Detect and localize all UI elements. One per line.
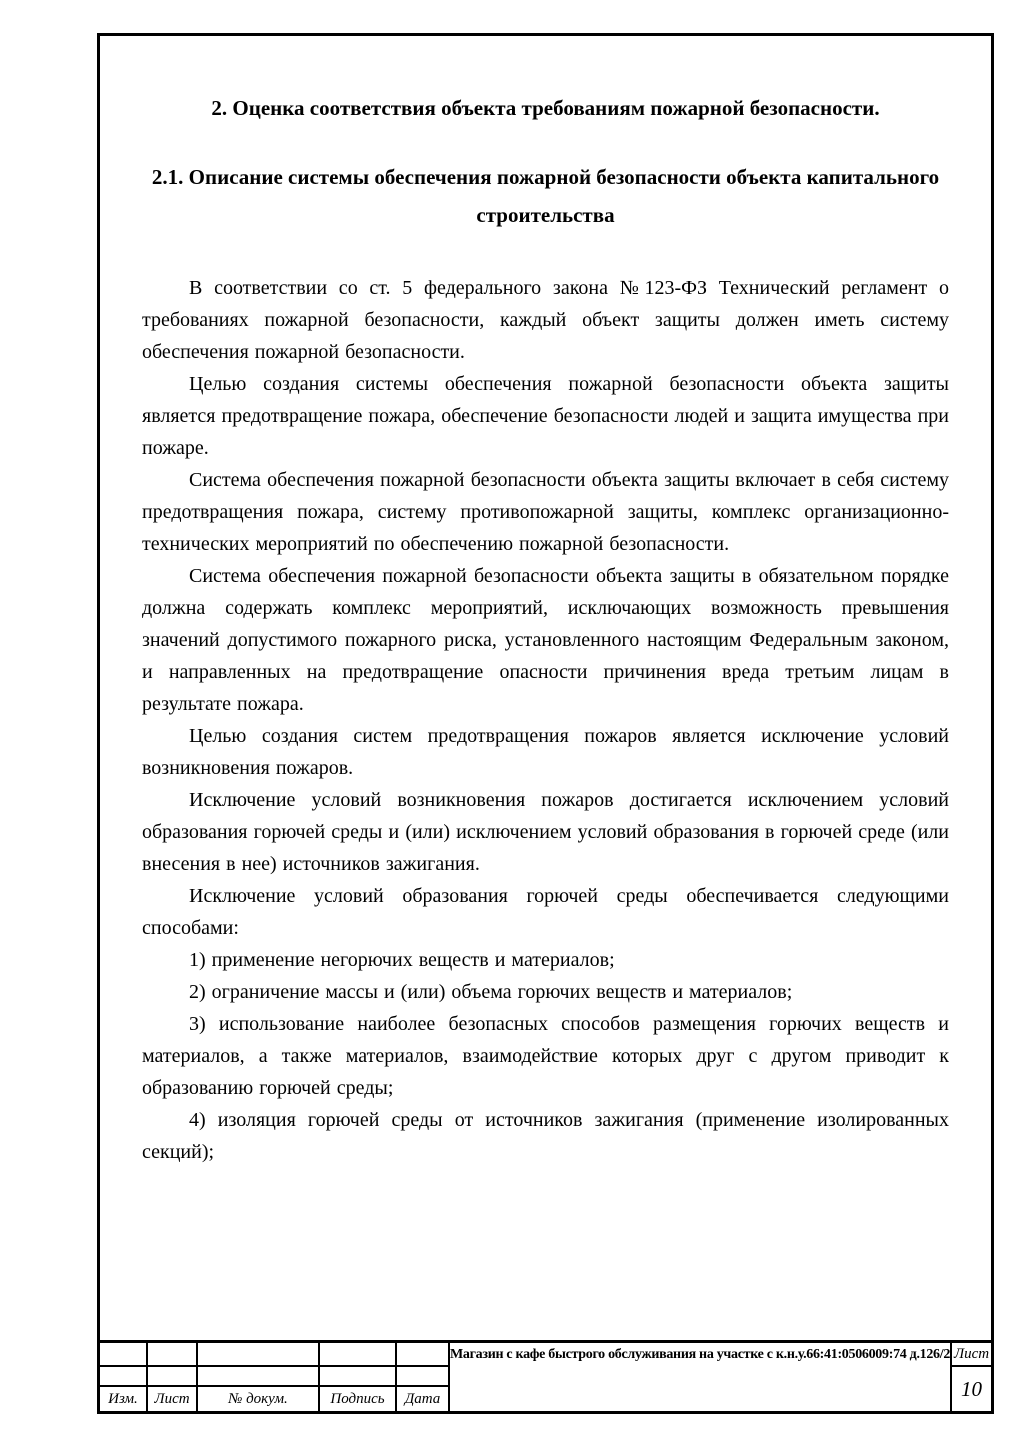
section-heading: 2. Оценка соответствия объекта требованиям пожарной безопасности.	[211, 96, 880, 120]
page-content	[100, 36, 991, 1168]
paragraph: Целью создания систем предотвращения пожаров является исключение условий возникновения пожаров.	[142, 725, 949, 779]
list-item: 3) использование наиболее безопасных способов размещения горючих веществ и материалов, а также материалов, взаимодействие которых друг с другом приводит к образованию горючей среды;	[142, 1013, 949, 1099]
stamp-empty-cell	[320, 1367, 395, 1385]
title-block-sheet-cell	[952, 1343, 991, 1411]
stamp-col-podpis: Подпись	[320, 1387, 395, 1411]
stamp-empty-cell	[100, 1343, 146, 1365]
paragraph: Исключение условий образования горючей среды обеспечивается следующими способами:	[142, 885, 949, 939]
stamp-col-docnum: № докум.	[198, 1387, 318, 1411]
stamp-empty-cell	[320, 1343, 395, 1365]
subsection-heading: 2.1. Описание системы обеспечения пожарной безопасности объекта капитального строительства	[151, 165, 940, 227]
page-frame	[97, 33, 994, 1414]
stamp-col-izm: Изм.	[100, 1387, 146, 1411]
title-block-grid	[100, 1343, 448, 1411]
paragraph: Система обеспечения пожарной безопасности объекта защиты включает в себя систему предотвращения пожара, систему противопожарной защиты, комплекс организационно-технических мероприятий по обеспечению пожарной безопасности.	[142, 469, 949, 555]
stamp-empty-cell	[397, 1343, 448, 1365]
paragraph: Целью создания системы обеспечения пожарной безопасности объекта защиты является предотвращение пожара, обеспечение безопасности людей и защита имущества при пожаре.	[142, 373, 949, 459]
paragraph: Система обеспечения пожарной безопасности объекта защиты в обязательном порядке должна содержать комплекс мероприятий, исключающих возможность превышения значений допустимого пожарного риска, установленного настоящим Федеральным законом, и направленных на предотвращение опасности причинения вреда третьим лицам в результате пожара.	[142, 565, 949, 715]
stamp-empty-cell	[148, 1367, 196, 1385]
body-text	[142, 272, 949, 1168]
stamp-empty-cell	[148, 1343, 196, 1365]
stamp-empty-cell	[100, 1367, 146, 1385]
stamp-empty-cell	[198, 1343, 318, 1365]
stamp-empty-cell	[198, 1367, 318, 1385]
paragraph: Исключение условий возникновения пожаров достигается исключением условий образования горючей среды и (или) исключением условий образования в горючей среде (или внесения в нее) источников зажигания.	[142, 789, 949, 875]
stamp-col-data: Дата	[397, 1387, 448, 1411]
list-item: 4) изоляция горючей среды от источников зажигания (применение изолированных секций);	[142, 1109, 949, 1163]
stamp-col-list: Лист	[148, 1387, 196, 1411]
list-item: 2) ограничение массы и (или) объема горючих веществ и материалов;	[189, 981, 793, 1003]
list-item: 1) применение негорючих веществ и материалов;	[189, 949, 615, 971]
title-block-project-cell	[450, 1343, 950, 1411]
title-block	[97, 1340, 994, 1414]
project-title: Магазин с кафе быстрого обслуживания на участке с к.н.у.66:41:0506009:74 д.126/2	[450, 1347, 951, 1362]
stamp-empty-cell	[397, 1367, 448, 1385]
sheet-label: Лист	[952, 1343, 991, 1365]
sheet-number: 10	[952, 1367, 991, 1411]
paragraph: В соответствии со ст. 5 федерального закона №123-ФЗ Технический регламент о требованиях пожарной безопасности, каждый объект защиты должен иметь систему обеспечения пожарной безопасности.	[142, 277, 949, 363]
